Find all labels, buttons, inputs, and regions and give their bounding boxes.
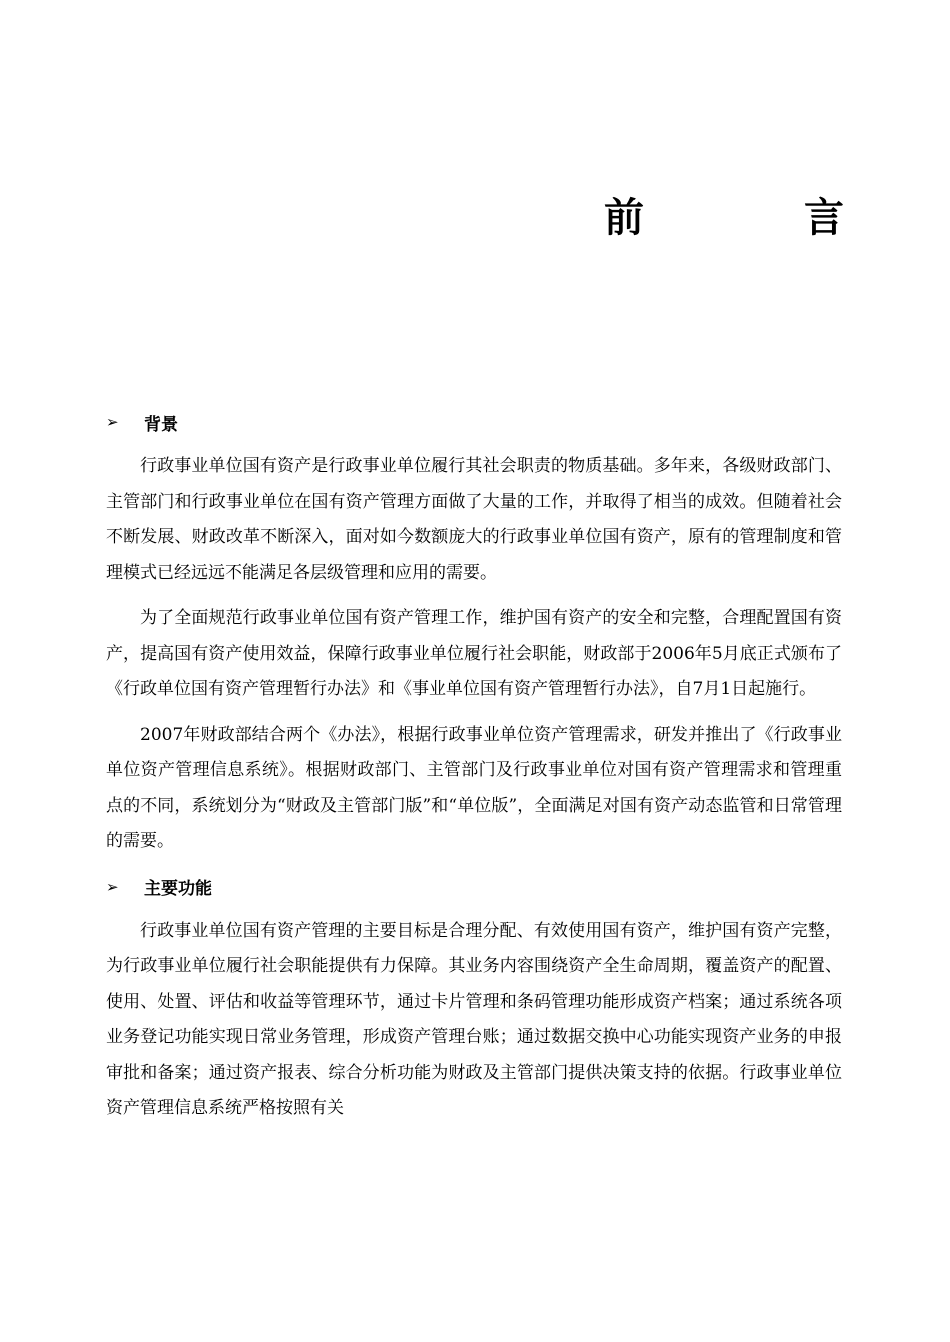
arrow-bullet-icon: ➢	[106, 877, 119, 896]
paragraph: 行政事业单位国有资产管理的主要目标是合理分配、有效使用国有资产，维护国有资产完整，为行政事业单位履行社会职能提供有力保障。其业务内容围绕资产全生命周期，覆盖资产的配置、使用、处置、评估和收益等管理环节，通过卡片管理和条码管理功能形成资产档案；通过系统各项业务登记功能实现日常业务管理，形成资产管理台账；通过数据交换中心功能实现资产业务的申报审批和备案；通过资产报表、综合分析功能为财政及主管部门提供决策支持的依据。行政事业单位资产管理信息系统严格按照有关	[106, 920, 842, 1118]
paragraph: 2007年财政部结合两个《办法》，根据行政事业单位资产管理需求，研发并推出了《行政事业单位资产管理信息系统》。根据财政部门、主管部门及行政事业单位对国有资产管理需求和管理重点的不同，系统划分为“财政及主管部门版”和“单位版”，全面满足对国有资产动态监管和日常管理的需要。	[106, 724, 842, 851]
section-heading-background	[106, 405, 842, 439]
arrow-bullet-icon: ➢	[106, 413, 119, 431]
section-heading-main-functions	[106, 870, 842, 904]
paragraph: 行政事业单位国有资产是行政事业单位履行其社会职责的物质基础。多年来，各级财政部门、主管部门和行政事业单位在国有资产管理方面做了大量的工作，并取得了相当的成效。但随着社会不断发展、财政改革不断深入，面对如今数额庞大的行政事业单位国有资产，原有的管理制度和管理模式已经远远不能满足各层级管理和应用的需要。	[106, 456, 842, 583]
document-body	[106, 405, 842, 1127]
page-title: 前 言	[604, 195, 904, 241]
paragraph: 为了全面规范行政事业单位国有资产管理工作，维护国有资产的安全和完整，合理配置国有资产，提高国有资产使用效益，保障行政事业单位履行社会职能，财政部于2006年5月底正式颁布了《行政单位国有资产管理暂行办法》和《事业单位国有资产管理暂行办法》，自7月1日起施行。	[106, 608, 842, 699]
section-heading-label: 主要功能	[144, 879, 212, 899]
section-heading-label: 背景	[144, 414, 178, 435]
